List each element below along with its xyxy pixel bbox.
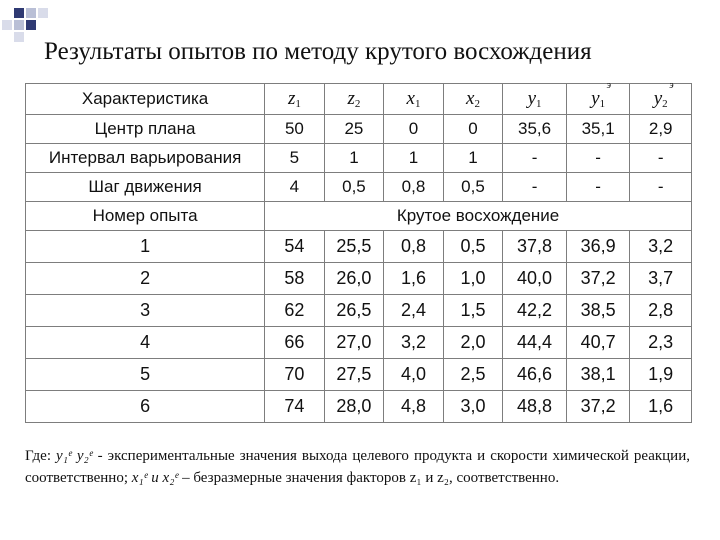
table-cell: 3,0 <box>443 391 503 423</box>
header-variable: $y_2$ э <box>653 80 674 110</box>
table-cell: 38,5 <box>566 295 630 327</box>
table-cell: 27,5 <box>324 359 384 391</box>
header-variable: $x_1$ <box>406 88 421 110</box>
table-cell: - <box>503 173 567 202</box>
table-cell: 42,2 <box>503 295 567 327</box>
table-cell: - <box>630 173 692 202</box>
row-label: Центр плана <box>26 115 265 144</box>
note-prefix: Где: <box>25 448 52 464</box>
table-cell: 4,0 <box>384 359 444 391</box>
table-cell: 2,3 <box>630 327 692 359</box>
experiment-number: 6 <box>26 391 265 423</box>
table-cell: 40,7 <box>566 327 630 359</box>
header-cell <box>324 84 384 115</box>
deco-square <box>14 20 24 30</box>
experiment-number: 1 <box>26 231 265 263</box>
experiment-number: 3 <box>26 295 265 327</box>
experiment-row <box>26 231 692 263</box>
table-cell: 0 <box>384 115 444 144</box>
decorative-squares <box>0 0 60 40</box>
table-cell: 0 <box>443 115 503 144</box>
table-cell: 26,5 <box>324 295 384 327</box>
table-cell: 2,0 <box>443 327 503 359</box>
header-cell <box>265 84 325 115</box>
table-cell: 3,2 <box>630 231 692 263</box>
table-cell: 2,5 <box>443 359 503 391</box>
deco-square <box>38 8 48 18</box>
table-cell: 40,0 <box>503 263 567 295</box>
header-variable: $z_2$ <box>347 88 361 110</box>
row-label: Шаг движения <box>26 173 265 202</box>
deco-square <box>14 32 24 42</box>
table-cell: 74 <box>265 391 325 423</box>
table-cell: 50 <box>265 115 325 144</box>
table-cell: 37,2 <box>566 391 630 423</box>
table-cell: 1 <box>324 144 384 173</box>
table-cell: 1,6 <box>630 391 692 423</box>
table-cell: 54 <box>265 231 325 263</box>
table-cell: - <box>503 144 567 173</box>
experiment-number: 4 <box>26 327 265 359</box>
table-cell: 4,8 <box>384 391 444 423</box>
header-cell <box>443 84 503 115</box>
table-cell: - <box>566 173 630 202</box>
table-cell: 1,0 <box>443 263 503 295</box>
note-and: и <box>421 470 438 486</box>
header-cell <box>384 84 444 115</box>
header-variable-mark: э <box>669 80 674 91</box>
header-row <box>26 84 692 115</box>
param-row <box>26 173 692 202</box>
header-variable: $y_1$ <box>527 88 542 110</box>
note-z2: z₂ <box>437 470 449 486</box>
header-cell <box>630 80 692 115</box>
table-cell: 2,8 <box>630 295 692 327</box>
table-cell: 25,5 <box>324 231 384 263</box>
deco-square <box>14 8 24 18</box>
footnote <box>25 445 690 489</box>
table-cell: 25 <box>324 115 384 144</box>
table-cell: 0,5 <box>443 231 503 263</box>
note-text-3: , соответственно. <box>449 470 560 486</box>
table-cell: 0,8 <box>384 173 444 202</box>
row-label: Интервал варьирования <box>26 144 265 173</box>
table-cell: 3,2 <box>384 327 444 359</box>
results-table <box>25 80 692 423</box>
table-cell: 48,8 <box>503 391 567 423</box>
table-cell: 36,9 <box>566 231 630 263</box>
table-cell: 3,7 <box>630 263 692 295</box>
experiment-row <box>26 391 692 423</box>
experiment-number: 2 <box>26 263 265 295</box>
header-cell <box>566 80 630 115</box>
table-cell: 35,6 <box>503 115 567 144</box>
experiment-row <box>26 327 692 359</box>
header-variable: $z_1$ <box>287 88 301 110</box>
table-cell: 35,1 <box>566 115 630 144</box>
header-cell: Характеристика <box>26 84 265 115</box>
slide-title: Результаты опытов по методу крутого восхождения <box>44 38 592 65</box>
table-cell: 46,6 <box>503 359 567 391</box>
section-label: Номер опыта <box>26 202 265 231</box>
header-variable-mark: э <box>606 80 612 91</box>
table-cell: 27,0 <box>324 327 384 359</box>
table-cell: 28,0 <box>324 391 384 423</box>
param-row <box>26 115 692 144</box>
table-cell: 37,2 <box>566 263 630 295</box>
note-text-2: – безразмерные значения факторов <box>178 470 410 486</box>
table-cell: 44,4 <box>503 327 567 359</box>
deco-square <box>26 20 36 30</box>
table-cell: 2,9 <box>630 115 692 144</box>
table-cell: 1 <box>443 144 503 173</box>
section-span-label: Крутое восхождение <box>265 202 692 231</box>
table-cell: 58 <box>265 263 325 295</box>
table-cell: 2,4 <box>384 295 444 327</box>
table-cell: 66 <box>265 327 325 359</box>
table-cell: 1 <box>384 144 444 173</box>
table-cell: - <box>630 144 692 173</box>
experiment-row <box>26 263 692 295</box>
experiment-row <box>26 295 692 327</box>
table-cell: 0,5 <box>443 173 503 202</box>
experiment-number: 5 <box>26 359 265 391</box>
table-cell: 70 <box>265 359 325 391</box>
experiment-row <box>26 359 692 391</box>
table-cell: 0,5 <box>324 173 384 202</box>
table-cell: - <box>566 144 630 173</box>
deco-square <box>2 20 12 30</box>
table-cell: 4 <box>265 173 325 202</box>
table-cell: 1,6 <box>384 263 444 295</box>
table-cell: 38,1 <box>566 359 630 391</box>
note-x-vars: x₁ᵉ и x₂ᵉ <box>131 470 179 486</box>
param-row <box>26 144 692 173</box>
table-cell: 5 <box>265 144 325 173</box>
header-variable: $y_1$ э <box>591 80 612 110</box>
header-cell <box>503 84 567 115</box>
table-cell: 0,8 <box>384 231 444 263</box>
note-y-vars: y₁ᵉ y₂ᵉ <box>56 448 93 464</box>
table-cell: 26,0 <box>324 263 384 295</box>
section-row <box>26 202 692 231</box>
table-cell: 1,9 <box>630 359 692 391</box>
table-cell: 62 <box>265 295 325 327</box>
header-variable: $x_2$ <box>466 88 480 110</box>
note-text-1: - экспериментальные значения выхода целевого продукта и скорости химической реакции, соответственно; <box>25 448 690 486</box>
table-cell: 1,5 <box>443 295 503 327</box>
note-z1: z₁ <box>409 470 422 486</box>
deco-square <box>26 8 36 18</box>
table-cell: 37,8 <box>503 231 567 263</box>
